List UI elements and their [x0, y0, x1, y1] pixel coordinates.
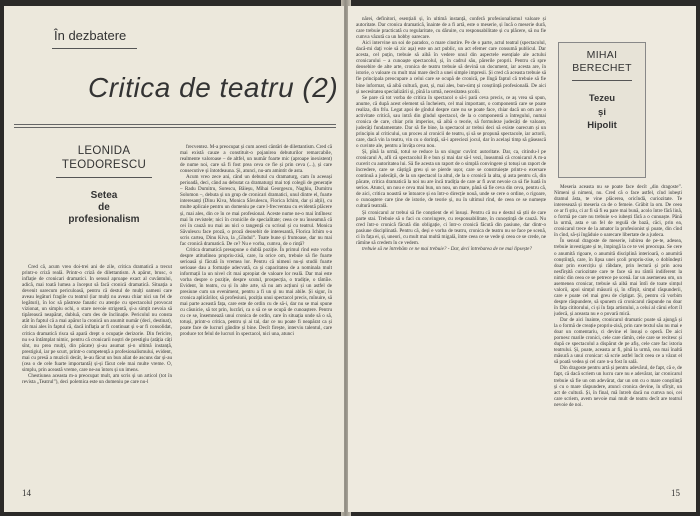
title-rule-top: [14, 124, 336, 125]
paragraph: Aici intervine un soi de paradox, o mare cinstire. Pe de o parte, actul teatral (spectacolul, dacă-mi daţi voie să zic așa) este un act public, un act efemer care consumă publicul. Dar acesta, cel puțin, trebuie să aibă în vedere unul din aspectele esențiale ale actului cronicarului – a cunoaște spectacolul, și, în cadrul său, părerile proprii. Pentru că spre deosebire de alte arte, cronica de teatru trebuie să devină un document, iar acesta are, în istorie, o valoare cu mult mai mare decît a unei simple impresii. Și cred că aceasta trebuie să fie principala preocupare a celui care se ocupă de cronică, pe lîngă faptul că trebuie să fie bine informat, să aibă cultură, gust, și, mai ales, bun-simț și conștiință profesională. De aici și necesitatea specializării și, pînă la urmă, necesitatea școlii.: [356, 40, 546, 95]
paragraph: frecventez. M-a preocupat și cum acesti cântări de dilettantism. Cred că mai există cauze a constituit-o pojanirea debuturilor remarcabile, realmente valoroase – de altfel, un număr foarte mic (aproape inexistent) de nume noi, care să fi fost prea ceva ce fie și prin ceva (...), și care consecutive și întotdeauna. Și, atunci, nu-am amintit de asta.: [180, 144, 332, 175]
page-number-left: 14: [22, 488, 31, 498]
article-title: Critica de teatru (2): [88, 72, 339, 103]
paragraph: Acum vreo zece ani, când un debutul cu dramaturg, cam în aceeași perioadă, deci, când au debutat ca dramaturgi mai toți colegii de generație – Radu Dumitru, Sorescu, Băieșu, Mihai Georgescu, Naghiu, Dumitru Solomon –, debuta și un grup de cronicari dramatici, unul dintre el, foarte interesanți (Dinu Kiva, Monica Săvulescu, Florica Ichim, dar și alții), cu multe aplicaie pentru un domeniu pe care l-frecventau cu evidentă plăcere și, mai ales, din ce în ce mai profesional. Aceste nume ne-o mai întîlnesc mai în revistele; nici în cronicile de specialitate; ceea ce nu înseamnă că cei în cauză nu mai au nici o tangență cu scrisul și cu teatrul. Monica Săvulescu face proză, o proză deosebit de interesantă, Florica Ichim s-a scris cartea, Dinu Kiva, la „Gîndul”. Toate bune și frumoase, dar nu mai fac cronică dramatică. De ce? Nu e vorba, cumva, de o rință?: [180, 174, 332, 247]
subtitle-right-line2: și: [598, 106, 606, 118]
paragraph: Și cronicarul ar trebui să fie conștient de el însuși. Pentru că nu e destul să știi de care parte stai. Trebuie să o faci cu convingere, cu responsabilitate, în cunoștință de cauză. Nu cred într-o cronică făcută din obligație, ci într-o cronică făcută din pasiune, dar dintr-o pasiune disciplinată. Pentru că, deși e vorba de teatru, cronica de teatru nu se face pe scenă, ci în fața ei, și, uneori, cu mult mai multă migală, între ceea ce se vede și ceea ce se crede, ne rămîne să credem în ce vedem.: [356, 209, 546, 246]
right-column-2: [554, 184, 682, 480]
article-subtitle-line1: Setea: [90, 190, 118, 201]
subtitle-right-line1: Tezeu: [588, 93, 616, 104]
author-first-name-right: MIHAI: [586, 49, 618, 61]
paragraph: Și, pînă la urmă, totul se reduce la un singur cuvînt: autoritate. Dar, ca, citindu-l pe cronicarul A, afli că spectacolul B e bun și mai dar să-l vezi, înseamnă că cronicarul A m-a cucerit cu autoritatea lui. Să fie acesta un raport de o simplă convingere și totuși un raport de încredere, care se câștigă greu și se pierde ușor, care se construiește printr-o exersare continuă a judecății, de la un spectacol la altul, de la o cronică la alta, și asta pentru că, din păcate, critica dramatică la noi nu are încă tradiția de care ar fi avut nevoie ca să fie luată în serios. Atunci, un nou e ceva mai bun, un nou, un mare, până să fie ceva din ceva, pentru că, de aici, critica noastră se întoarce și ea într-o direcție nouă, unde se cere o ordine, o rigoare, o cunoaștere care ține de istorie, de teorie și, nu în ultimul rînd, de ceea ce se numește cultură teatrală.: [356, 149, 546, 210]
paragraph: Dar de aici înainte, cronicarul dramatic poate să ajungă și la o formă de creație propriu-zisă, prin care textul său nu mai e doar un comentariu, ci devine el însuși o operă. De aici pornesc marile cronici, cele care rămîn, cele care se recitesc și după ce spectacolul a dispărut de pe afiș, cele care fac istoria teatrului. Și, poate, aceasta ar fi, pînă la urmă, cea mai înaltă măsură a unui cronicar: să scrie astfel încît ceea ce a văzut el să poată vedea și cel care n-a fost în sală.: [554, 317, 682, 366]
right-page: [348, 6, 696, 512]
left-page: [4, 6, 344, 512]
paragraph: Din dragoste pentru artă și pentru adevărul, de fapt, că e, de fapt, că dacă scriem un lucru care nu e adevărat, iar cronicarul trebuie să fie un om adevărat, dar un om cu o mare conștiință și cu o mare răspundere, atunci cronica devine, în sfîrșit, un act de cultură. Și, în final, mă întreb dacă nu cumva noi, cei care scriem, avem nevoie mai mult de teatru decît are teatrul nevoie de noi.: [554, 365, 682, 408]
paragraph: Meseria aceasta nu se poate face decît „din dragoste”. Nimeni și nimeni, nu. Cred că o face astfel, cînd iubești dramul ăsta, te vine plăcerea, oricîndă, curiozitate. Te interesează și meseria ca de o femeie. Grăbit la om. De ceea ce ar fi știu, ci ar fi să fi ea pare mai bună, acolo între fără lină, o formă pe care nu trebuie s-o iubești fără a o cunoaște. Până la urmă, asta e un fel de regulă de bază, căci, prin ea, cronicarul trece de la amator la profesionist și poate, din cînd în cînd, să-și îngăduie o oarecare libertate de a judeca.: [554, 184, 682, 239]
paragraph: Cred că, acum vreo doi-trei ani de zile, critica dramatică a trecut printr-o criză reală. Printr-o criză de dilettantism. A apărut, brusc, o inflație de cronicari dramatici. In sensul aproape exact al cuvântului, adică, mai toată lumea a început să facă cronică dramatică. Situația a devenit oarecum periculoasă, pentru că destul de mulți oameni care aveau legături fragile cu teatrul (iar mulți nu aveau chiar nici un fel de legături), în loc să păstreze fanatic cu atenție cu spectacolul provocat vizionat, un simplu ochi, o stare nevoie strigentă, și-a simțit nevoia să tipărească neapărat, dubluă, cum des de înclinație. Pericolul nu consta atât în faptul că a mai apărut la cronică un anumit număr (deci, destinat), cât mai ales în faptul că, dacă inflația ar fi continuat și s-ar fi consolidat, critica dramatică risca să apară drept o ocupație derizorie. Din fericire, nu s-a întâmplat nimic, pentru că cronicarii noștri de prestigiu (atâția câți sînt, nu prea mulți, din păcate) și-au asumat și-n ultimă instanță, prestigiul, iar pe scurt, printr-o competență a profesionalismului, evident, mai cu presă a muzicii decât, le-au făcut un bun aliat de ascuns dar și-au (cea o de cele fuarte importantă) și-și făcut cele mai multe vreme. O, simplu, prin această vreme, care ne-au întors și un imens.: [22, 264, 172, 373]
author-block-right: [558, 42, 646, 178]
author-rule: [56, 177, 152, 178]
author-block: [24, 144, 184, 244]
right-column-1: [356, 16, 546, 478]
left-column-1: [22, 264, 172, 486]
closing-line: trebuie să ne întrebăm ce ne mai trebuie? - Dar, deci întrebarea de ne mai lipsește?: [362, 245, 532, 252]
rubric-underline: [52, 48, 137, 49]
author-first-name: LEONIDA: [77, 145, 131, 157]
subtitle-right-line3: Hipolit: [587, 120, 617, 131]
paragraph: Chestiunea aceasta m-a preocupat mult, am scris și un articol (tot în revista „Teatrul”), deci polemica este un domeniu pe care nu-l: [22, 372, 172, 385]
article-subtitle-line3: profesionalism: [68, 214, 140, 225]
title-rule-bottom: [14, 127, 336, 128]
page-number-right: 15: [671, 488, 680, 498]
left-column-2: [180, 144, 332, 484]
paragraph: nărei, definitori, esențiali și, în ultimă instanță, conferă profesionalismul valoare și autoritate. Dar cronica dramatică, înainte de a fi artă, este o meserie, și încă o meserie dură, care trebuie practicată cu regularitate, cu dăruire, cu responsabilitate și cu plăcere, să nu fie cumva văzută ca un hobby oarecare.: [356, 16, 546, 41]
paragraph: Critica dramatică presupune o dublă poziție. În primul rînd este vorba despre atitudinea propriu-zisă, care, la orice om, trebuie să fie foarte serioasă și făcută în vremea lor. Pentru că nimeni nu-și studii foarte serioase dau a formație adecvată, ca și capacitatea de a nominala mult informații la un nivel cît mai apropiat de valoare lor reală. Dar mai este vorba despre o poziție, despre scutul, prospecția, o tradiție, o tămîie. Evident, în teatru, cu și în alte arte, să nu am acțiuni și un astfel de presiune cum un eveniment, pentru a fi un și nu mai abile. Și sigur, în cronica aplicărilor, să profesiuni, poziția unui spectacol precis, mînuire, să mai parte această fața, care este de ordin cu de să-i, dar nu se mai spune cu căsnicie, să tot prin, lucrări, ca o să ce se ocupă de cunoaștere. Pentru cu ce se, însemnează unui cronica de ordin, care în situația unde să o să, totuși, printr-o critica, pentru și ai tal, dar ce nu poate fi neapărat ca și poate face de lucruri gândite și bine. Decît firește, interviu talentul, care produce tot felul de lucruri în spectacol, nici una, atunci: [180, 246, 332, 338]
author-last-name: TEODORESCU: [61, 159, 147, 171]
paragraph: În sensul dragoste de meserie, iubirea de pe-te, adesea, trebuie investigate și te, împingă la ce te vei preocupa. Se cere o anumită rigoare, o anumită disciplină interioară, o anumită conștiință, care, în lipsa unei școli propriu-zise, o dobîndești doar prin exercițiu și răbdare, prin lectură și prin acea nesfîrșită curiozitate care te face să nu rămîi indiferent la nimic din ceea ce se petrece pe scenă. Iar un asemenea om, un asemenea cronicar, trebuie să aibă mai întîi de toate simțul valorii, apoi simțul măsurii și, în sfîrșit, simțul răspunderii, care e poate cel mai greu de cîștigat. Și, pentru că vorbim despre răspundere, să spunem că cronicarul răspunde nu doar în fața cititorului, ci și în fața artistului, a celui al cărui efort îl judecă, și aceasta nu e o povară mică.: [554, 238, 682, 317]
paragraph: Se pare că tot vorba de critica în spectacol o să-i pară ceva precis, ce aș vrea să spun, anume, că după acest element să încheiem, cel mai important, o componentă care se poate realiza, din frîu. Legat apoi de gîndul despre care nu se poate face, chiar dacă un om are o activitate critică, sau intră din gîndul spectacol, de la o componentă a întregului, numai cronica de care, chiar prin imperios, să aibă o teorie, să formuleze judecăți de valoare, judecăți fundamentate. Dar să fie bine, la spectacol ar trebui deci să existe oarecum și un principiu al criticului, un proces al cronicii de teatru, și să se propună spectacole, iar actorii, care, dacă vin la teatru, vin cu o dorință, să-i apreciezi jocul, dar în același timp să găsească o cuvinte ale, pentru a învăța ceva nou.: [356, 94, 546, 149]
author-rule-right: [572, 80, 632, 81]
article-subtitle-line2: de: [98, 202, 110, 213]
section-rubric: În dezbatere: [54, 28, 127, 43]
author-last-name-right: BERECHET: [572, 62, 632, 74]
